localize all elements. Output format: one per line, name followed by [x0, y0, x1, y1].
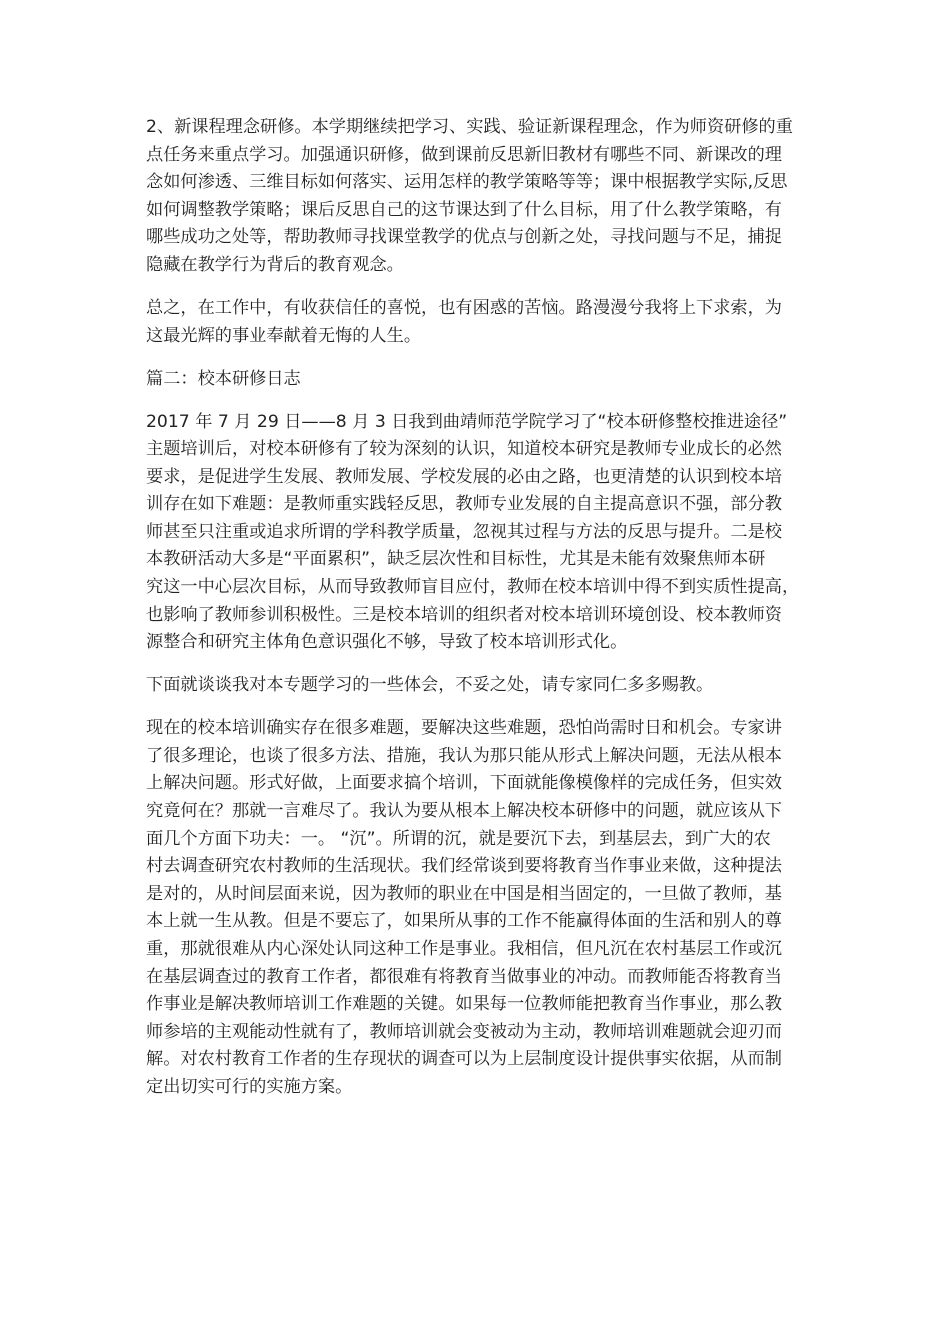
document-page: [146, 114, 822, 1117]
paragraph-summary: [146, 295, 822, 350]
text-line: 下面就谈谈我对本专题学习的一些体会，不妥之处，请专家同仁多多赐教。: [146, 675, 714, 696]
text-line: 师甚至只注重或追求所谓的学科教学质量，忽视其过程与方法的反思与提升。二是校: [146, 521, 782, 542]
text-line: 本教研活动大多是“平面累积”，缺乏层次性和目标性，尤其是未能有效聚焦师本研: [146, 549, 766, 570]
paragraph-difficulties: [146, 715, 822, 1101]
text-line: 定出切实可行的实施方案。: [146, 1076, 353, 1097]
text-line: 主题培训后，对校本研修有了较为深刻的认识，知道校本研究是教师专业成长的必然: [146, 439, 782, 460]
text-line: 现在的校本培训确实存在很多难题，要解决这些难题，恐怕尚需时日和机会。专家讲: [146, 718, 782, 739]
text-line: 训存在如下难题：是教师重实践轻反思，教师专业发展的自主提高意识不强，部分教: [146, 494, 782, 515]
text-line: 总之，在工作中，有收获信任的喜悦，也有困惑的苦恼。路漫漫兮我将上下求索，为: [146, 297, 782, 318]
paragraph-curriculum-concept: [146, 114, 822, 280]
text-line: 上解决问题。形式好做，上面要求搞个培训，下面就能像模像样的完成任务，但实效: [146, 773, 782, 794]
text-line: 解。对农村教育工作者的生存现状的调查可以为上层制度设计提供事实依据，从而制: [146, 1049, 782, 1070]
text-line: 本上就一生从教。但是不要忘了，如果所从事的工作不能赢得体面的生活和别人的尊: [146, 911, 782, 932]
text-line: 面几个方面下功夫：一。 “沉”。所谓的沉，就是要沉下去，到基层去，到广大的农: [146, 828, 771, 849]
text-line: 在基层调查过的教育工作者，都很难有将教育当做事业的冲动。而教师能否将教育当: [146, 966, 782, 987]
paragraph-intro-experience: [146, 672, 822, 700]
text-line: 哪些成功之处等，帮助教师寻找课堂教学的优点与创新之处，寻找问题与不足，捕捉: [146, 227, 782, 248]
text-line: 隐藏在教学行为背后的教育观念。: [146, 254, 404, 275]
text-line: 2、新课程理念研修。本学期继续把学习、实践、验证新课程理念，作为师资研修的重: [146, 117, 793, 137]
text-line: 点任务来重点学习。加强通识研修，做到课前反思新旧教材有哪些不同、新课改的理: [146, 144, 782, 165]
text-line: 重，那就很难从内心深处认同这种工作是事业。我相信，但凡沉在农村基层工作或沉: [146, 938, 782, 959]
text-line: 作事业是解决教师培训工作难题的关键。如果每一位教师能把教育当作事业，那么教: [146, 994, 782, 1015]
text-line: 师参培的主观能动性就有了，教师培训就会变被动为主动，教师培训难题就会迎刃而: [146, 1021, 782, 1042]
text-line: 要求，是促进学生发展、教师发展、学校发展的必由之路，也更清楚的认识到校本培: [146, 466, 782, 487]
text-line: 2017 年 7 月 29 日——8 月 3 日我到曲靖师范学院学习了“校本研修整校推进途径”: [146, 411, 788, 432]
text-line: 究竟何在？那就一言难尽了。我认为要从根本上解决校本研修中的问题，就应该从下: [146, 801, 782, 822]
text-line: 篇二：校本研修日志: [146, 368, 301, 389]
text-line: 这最光辉的事业奉献着无悔的人生。: [146, 325, 422, 346]
text-line: 了很多理论，也谈了很多方法、措施，我认为那只能从形式上解决问题，无法从根本: [146, 745, 782, 766]
text-line: 如何调整教学策略；课后反思自己的这节课达到了什么目标，用了什么教学策略，有: [146, 199, 782, 220]
text-line: 是对的，从时间层面来说，因为教师的职业在中国是相当固定的，一旦做了教师，基: [146, 883, 782, 904]
text-line: 念如何渗透、三维目标如何落实、运用怎样的教学策略等等；课中根据教学实际,反思: [146, 172, 788, 193]
text-line: 村去调查研究农村教师的生活现状。我们经常谈到要将教育当作事业来做，这种提法: [146, 856, 782, 877]
section-heading: [146, 366, 822, 394]
text-line: 源整合和研究主体角色意识强化不够，导致了校本培训形式化。: [146, 632, 628, 653]
paragraph-training-record: [146, 409, 822, 657]
text-line: 也影响了教师参训积极性。三是校本培训的组织者对校本培训环境创设、校本教师资: [146, 604, 782, 625]
text-line: 究这一中心层次目标，从而导致教师盲目应付，教师在校本培训中得不到实质性提高，: [146, 577, 800, 598]
